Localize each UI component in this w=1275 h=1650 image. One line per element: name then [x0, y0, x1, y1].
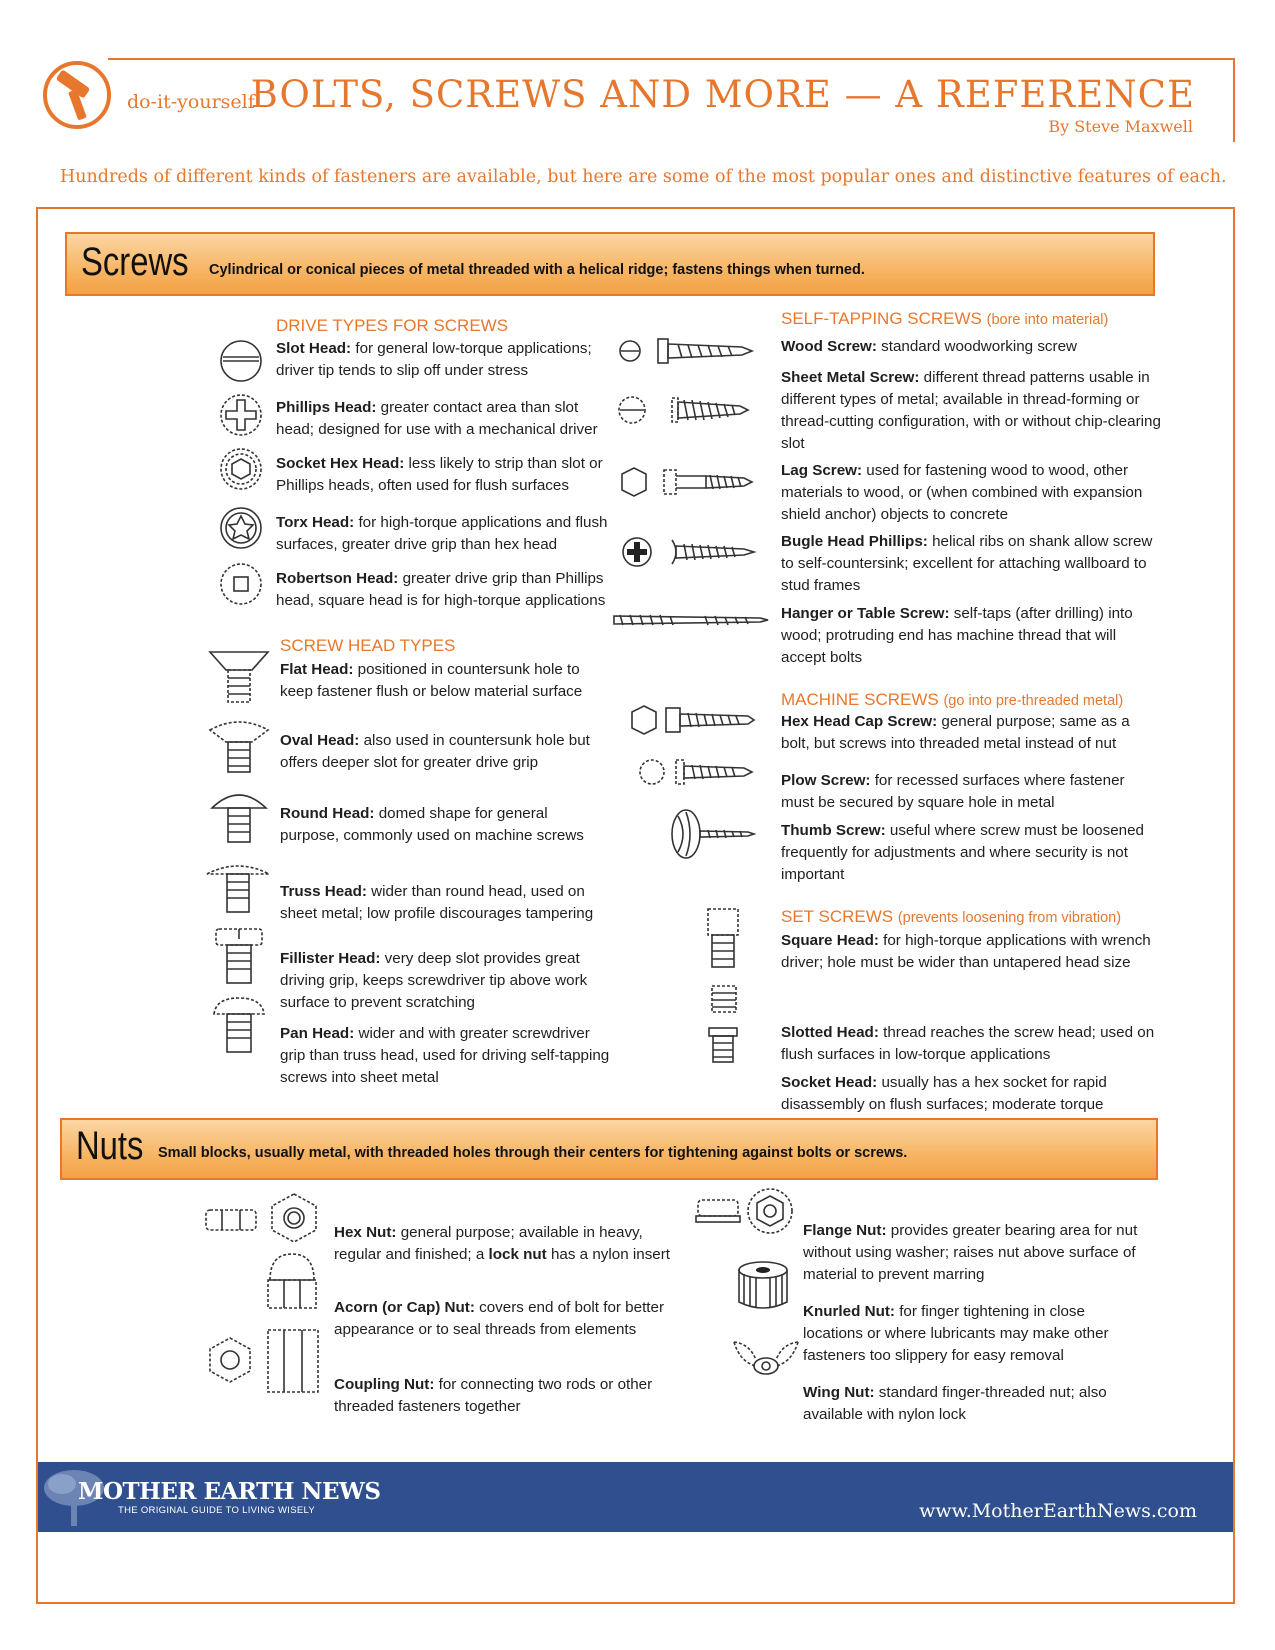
- set-screws-title: SET SCREWS (prevents loosening from vibration): [781, 907, 1122, 926]
- drive-robertson-head: Robertson Head: greater drive grip than Phillips head, square head is for high-torque applications: [276, 570, 606, 609]
- drive-phillips-head: Phillips Head: greater contact area than slot head; designed for use with a mechanical driver: [276, 399, 598, 438]
- wing-nut-icon: [730, 1336, 802, 1380]
- slotted-head-set-screw: Slotted Head: thread reaches the screw head; used on flush surfaces in low-torque applications: [781, 1024, 1155, 1063]
- wood-screw-icon: [616, 333, 756, 369]
- torx-head-icon: [218, 505, 264, 551]
- robertson-head-icon: [218, 561, 264, 607]
- nuts-description: Small blocks, usually metal, with threaded holes through their centers for tightening against bolts or screws.: [158, 1145, 908, 1161]
- screws-banner: [65, 232, 1155, 296]
- drive-torx-head: Torx Head: for high-torque applications and flush surfaces, greater drive grip than hex head: [276, 514, 608, 553]
- head-truss-head: Truss Head: wider than round head, used on sheet metal; low profile discourages tampering: [280, 883, 594, 922]
- nuts-banner: [60, 1118, 1158, 1180]
- drive-slot-head: Slot Head: for general low-torque applications; driver tip tends to slip off under stress: [276, 340, 592, 379]
- byline: By Steve Maxwell: [1048, 117, 1193, 136]
- wood-screw: Wood Screw: standard woodworking screw: [781, 338, 1077, 355]
- hanger-screw-icon: [610, 610, 770, 630]
- magazine-tagline: THE ORIGINAL GUIDE TO LIVING WISELY: [118, 1505, 316, 1516]
- head-pan-head: Pan Head: wider and with greater screwdriver grip than truss head, used for driving self-tapping screws into sheet metal: [280, 1025, 610, 1086]
- head-flat-head: Flat Head: positioned in countersunk hole to keep fastener flush or below material surface: [280, 661, 583, 700]
- oval-head-icon: [208, 718, 270, 774]
- website-link[interactable]: www.MotherEarthNews.com: [919, 1500, 1197, 1522]
- flange-nut: Flange Nut: provides greater bearing area for nut without using washer; raises nut above surface of material to prevent marring: [803, 1222, 1138, 1283]
- round-head-icon: [208, 788, 270, 844]
- drive-socket-hex-head: Socket Hex Head: less likely to strip than slot or Phillips heads, often used for flush surfaces: [276, 455, 603, 494]
- plow-screw-icon: [636, 754, 756, 790]
- square-head-set-screw-icon: [700, 905, 746, 971]
- bugle-head-phillips: Bugle Head Phillips: helical ribs on shank allow screw to self-countersink; excellent for attaching wallboard to stud frames: [781, 533, 1153, 594]
- screws-description: Cylindrical or conical pieces of metal threaded with a helical ridge; fastens things when turned.: [209, 262, 865, 278]
- hammer-logo-icon: [42, 60, 112, 130]
- magazine-name: MOTHER EARTH NEWS: [78, 1478, 381, 1505]
- hanger-table-screw: Hanger or Table Screw: self-taps (after drilling) into wood; protruding end has machine thread that will accept bolts: [781, 605, 1133, 666]
- screws-heading: Screws: [81, 240, 189, 284]
- square-head-set-screw: Square Head: for high-torque applications with wrench driver; hole must be wider than untapered head size: [781, 932, 1151, 971]
- wing-nut: Wing Nut: standard finger-threaded nut; also available with nylon lock: [803, 1384, 1107, 1423]
- knurled-nut: Knurled Nut: for finger tightening in close locations or where lubricants may make other fasteners too slippery for easy removal: [803, 1303, 1109, 1364]
- hex-nut: Hex Nut: general purpose; available in heavy, regular and finished; a lock nut has a nylon insert: [334, 1224, 671, 1263]
- drive-types-title: DRIVE TYPES FOR SCREWS: [276, 316, 509, 335]
- slotted-head-set-screw-icon: [706, 982, 742, 1014]
- page-title: BOLTS, SCREWS AND MORE — A REFERENCE: [250, 73, 1195, 116]
- bugle-head-phillips-icon: [620, 532, 758, 572]
- tagline: do-it-yourself: [127, 91, 255, 113]
- head-round-head: Round Head: domed shape for general purpose, commonly used on machine screws: [280, 805, 584, 844]
- plow-screw: Plow Screw: for recessed surfaces where fastener must be secured by square hole in metal: [781, 772, 1125, 811]
- self-tapping-title: SELF-TAPPING SCREWS (bore into material): [781, 309, 1109, 328]
- flat-head-icon: [208, 648, 270, 704]
- pan-head-icon: [210, 994, 268, 1056]
- coupling-nut-icon: [204, 1326, 324, 1396]
- thumb-screw: Thumb Screw: useful where screw must be loosened frequently for adjustments and where security is not important: [781, 822, 1144, 883]
- socket-head-set-screw: Socket Head: usually has a hex socket for rapid disassembly on flush surfaces; moderate torque: [781, 1074, 1107, 1113]
- socket-hex-head-icon: [218, 446, 264, 492]
- knurled-nut-icon: [734, 1258, 792, 1316]
- slot-head-icon: [218, 338, 264, 384]
- sheet-metal-screw-icon: [612, 390, 757, 430]
- head-oval-head: Oval Head: also used in countersunk hole but offers deeper slot for greater drive grip: [280, 732, 590, 771]
- phillips-head-icon: [218, 392, 264, 438]
- lag-screw: Lag Screw: used for fastening wood to wood, other materials to wood, or (when combined with expansion shield anchor) objects to concrete: [781, 462, 1143, 523]
- thumb-screw-icon: [668, 806, 758, 862]
- socket-head-set-screw-icon: [703, 1024, 743, 1064]
- coupling-nut: Coupling Nut: for connecting two rods or other threaded fasteners together: [334, 1376, 653, 1415]
- acorn-nut-icon: [260, 1250, 324, 1314]
- intro-text: Hundreds of different kinds of fasteners are available, but here are some of the most popular ones and distinctive features of each.: [60, 167, 1227, 187]
- hex-head-cap-screw: Hex Head Cap Screw: general purpose; same as a bolt, but screws into threaded metal instead of nut: [781, 713, 1130, 752]
- flange-nut-icon: [694, 1186, 798, 1238]
- hex-nut-icon: [202, 1188, 328, 1248]
- nuts-heading: Nuts: [76, 1124, 144, 1168]
- fillister-head-icon: [210, 925, 268, 985]
- machine-screws-title: MACHINE SCREWS (go into pre-threaded metal): [781, 690, 1124, 709]
- head-types-title: SCREW HEAD TYPES: [280, 636, 456, 655]
- head-fillister-head: Fillister Head: very deep slot provides great driving grip, keeps screwdriver tip above work surface to prevent scratching: [280, 950, 588, 1011]
- sheet-metal-screw: Sheet Metal Screw: different thread patterns usable in different types of metal; available in thread-forming or thread-cutting configuration, with or without chip-clearing slot: [781, 369, 1161, 452]
- truss-head-icon: [205, 858, 271, 914]
- acorn-nut: Acorn (or Cap) Nut: covers end of bolt for better appearance or to seal threads from elements: [334, 1299, 665, 1338]
- lag-screw-icon: [618, 462, 758, 502]
- hex-head-cap-screw-icon: [628, 702, 758, 738]
